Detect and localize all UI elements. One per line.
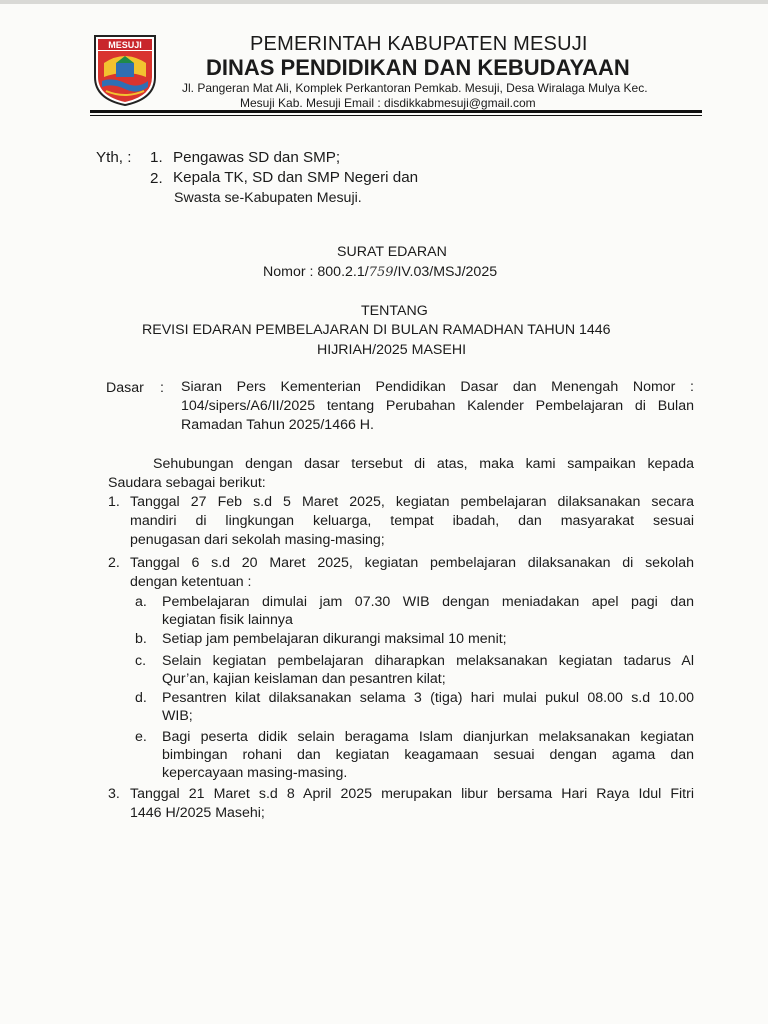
- address-line-2: Mesuji Kab. Mesuji Email : disdikkabmesuji@gmail.com: [240, 96, 536, 110]
- recipient-item-2-cont: Swasta se-Kabupaten Mesuji.: [174, 190, 362, 206]
- sub-c-line-2: Qur’an, kajian keislaman dan pesantren kilat;: [162, 671, 446, 687]
- point-3-num: 3.: [108, 786, 120, 802]
- sub-c-letter: c.: [135, 653, 147, 669]
- sub-e-line-1: Bagi peserta didik selain beragama Islam dianjurkan melaksanakan kegiatan: [162, 729, 694, 745]
- sub-c-line-1: Selain kegiatan pembelajaran diharapkan melaksanakan kegiatan tadarus Al: [162, 653, 694, 669]
- point-2-line-2: dengan ketentuan :: [130, 574, 252, 590]
- basis-line-1: Siaran Pers Kementerian Pendidikan Dasar dan Menengah Nomor :: [181, 379, 694, 395]
- intro-line-1: Sehubungan dengan dasar tersebut di atas, maka kami sampaikan kepada: [153, 456, 694, 472]
- regency-logo: [92, 33, 158, 107]
- subject-line-2: HIJRIAH/2025 MASEHI: [317, 342, 467, 358]
- logo-text: MESUJI: [108, 40, 142, 50]
- point-1-line-1: Tanggal 27 Feb s.d 5 Maret 2025, kegiatan pembelajaran dilaksanakan secara: [130, 494, 694, 510]
- number-prefix: Nomor : 800.2.1/: [263, 264, 369, 280]
- point-3-line-2: 1446 H/2025 Masehi;: [130, 805, 265, 821]
- point-1-num: 1.: [108, 494, 120, 510]
- sub-e-letter: e.: [135, 729, 147, 745]
- sub-a-letter: a.: [135, 594, 147, 610]
- basis-label: Dasar: [106, 380, 144, 396]
- letter-type: SURAT EDARAN: [337, 244, 447, 260]
- address-line-1: Jl. Pangeran Mat Ali, Komplek Perkantoran Pemkab. Mesuji, Desa Wiralaga Mulya Kec.: [182, 81, 648, 95]
- number-handwritten: 759: [368, 265, 394, 280]
- point-2-line-1: Tanggal 6 s.d 20 Maret 2025, kegiatan pembelajaran dilaksanakan di sekolah: [130, 555, 694, 571]
- sub-a-line-2: kegiatan fisik lainnya: [162, 612, 293, 628]
- letterhead-rule-thin: [90, 115, 702, 116]
- department-name: DINAS PENDIDIKAN DAN KEBUDAYAAN: [206, 55, 630, 80]
- subject-line-1: REVISI EDARAN PEMBELAJARAN DI BULAN RAMADHAN TAHUN 1446: [142, 322, 611, 338]
- sub-a-line-1: Pembelajaran dimulai jam 07.30 WIB dengan meniadakan apel pagi dan: [162, 594, 694, 610]
- point-1-line-2: mandiri di lingkungan keluarga, tempat ibadah, dan masyarakat sesuai: [130, 513, 694, 529]
- sub-e-line-2: bimbingan rohani dan kegiatan keagamaan sesuai dengan agama dan: [162, 747, 694, 763]
- basis-line-2: 104/sipers/A6/II/2025 tentang Perubahan Kalender Pembelajaran di Bulan: [181, 398, 694, 414]
- intro-line-2: Saudara sebagai berikut:: [108, 475, 266, 491]
- point-1-line-3: penugasan dari sekolah masing-masing;: [130, 532, 385, 548]
- sub-d-line-1: Pesantren kilat dilaksanakan selama 3 (tiga) hari mulai pukul 08.00 s.d 10.00: [162, 690, 694, 706]
- recipient-item-2: Kepala TK, SD dan SMP Negeri dan: [173, 169, 419, 186]
- basis-colon: :: [160, 380, 164, 396]
- sub-d-line-2: WIB;: [162, 708, 193, 724]
- point-2-num: 2.: [108, 555, 120, 571]
- number-suffix: /IV.03/MSJ/2025: [393, 264, 498, 280]
- recipient-label: Yth, :: [96, 149, 132, 166]
- sub-b-letter: b.: [135, 631, 147, 647]
- scan-edge: [0, 0, 768, 4]
- recipient-item-1: Pengawas SD dan SMP;: [173, 149, 341, 166]
- recipient-num-1: 1.: [150, 149, 163, 166]
- basis-line-3: Ramadan Tahun 2025/1466 H.: [181, 417, 374, 433]
- sub-e-line-3: kepercayaan masing-masing.: [162, 765, 348, 781]
- about-label: TENTANG: [361, 303, 428, 319]
- point-3-line-1: Tanggal 21 Maret s.d 8 April 2025 merupakan libur bersama Hari Raya Idul Fitri: [130, 786, 694, 802]
- government-name: PEMERINTAH KABUPATEN MESUJI: [250, 33, 588, 55]
- letterhead-rule-thick: [90, 110, 702, 113]
- sub-b-line-1: Setiap jam pembelajaran dikurangi maksimal 10 menit;: [162, 631, 507, 647]
- sub-d-letter: d.: [135, 690, 147, 706]
- recipient-num-2: 2.: [150, 170, 163, 187]
- letter-number: [263, 264, 497, 280]
